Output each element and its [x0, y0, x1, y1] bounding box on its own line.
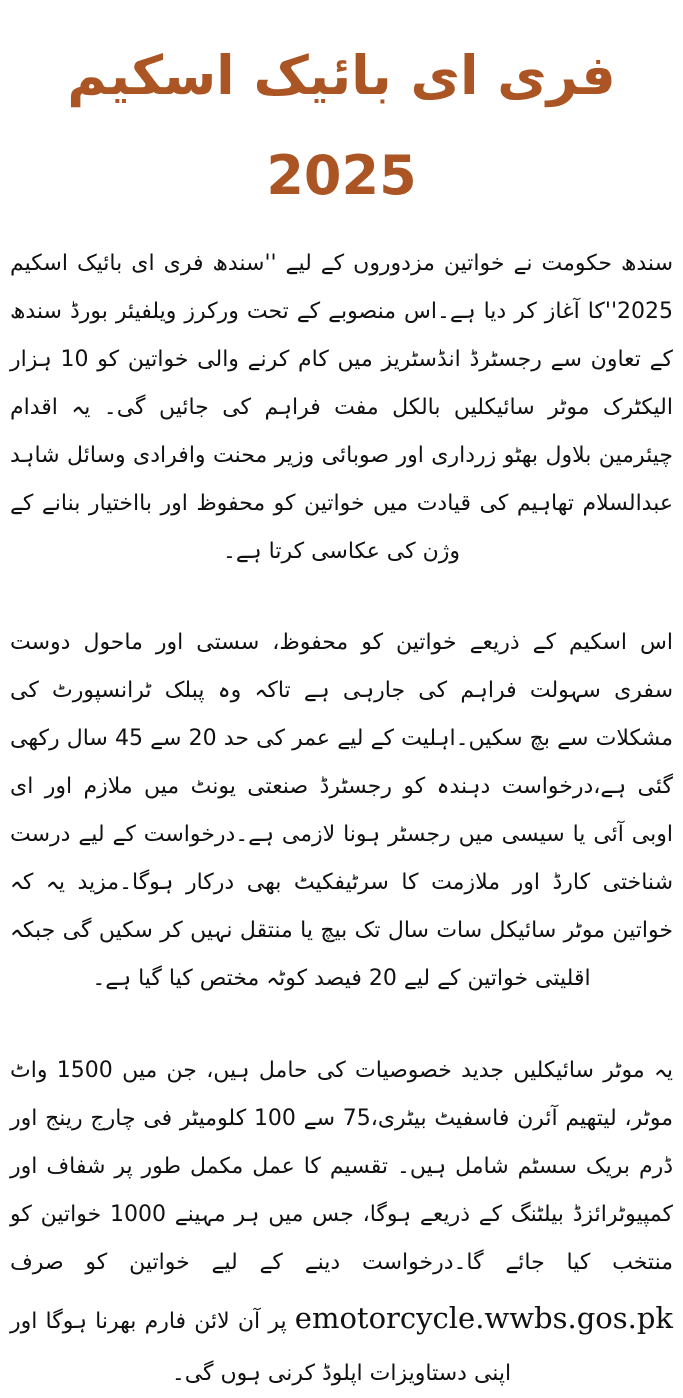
website-url: emotorcycle.wwbs.gos.pk — [294, 1300, 673, 1335]
page-title: فری ای بائیک اسکیم 2025 — [67, 44, 616, 207]
document-body — [0, 240, 683, 1398]
paragraph-intro: سندھ حکومت نے خواتین مزدوروں کے لیے ''سندھ فری ای بائیک اسکیم 2025''کا آغاز کر دیا ہے۔اس منصوبے کے تحت ورکرز ویلفیئر بورڈ سندھ کے تعاون سے رجسٹرڈ انڈسٹریز میں کام کرنے والی خواتین کو 10 ہزار الیکٹرک موٹر سائیکلیں بالکل مفت فراہم کی جائیں گی۔ یہ اقدام چیئرمین بلاول بھٹو زرداری اور صوبائی وزیر محنت وافرادی وسائل شاہد عبدالسلام تھاہیم کی قیادت میں خواتین کو محفوظ اور بااختیار بنانے کے وژن کی عکاسی کرتا ہے۔ — [10, 250, 674, 564]
paragraph-specs-text: یہ موٹر سائیکلیں جدید خصوصیات کی حامل ہیں، جن میں 1500 واٹ موٹر، لیتھیم آئرن فاسفیٹ بیٹری،75 سے 100 کلومیٹر فی چارج رینج اور ڈرم بریک سسٹم شامل ہیں۔ تقسیم کا عمل مکمل طور پر شفاف اور کمپیوٹرائزڈ بیلٹنگ کے ذریعے ہوگا، جس میں ہر مہینے 1000 خواتین کو منتخب کیا جائے گا۔درخواست دینے کے لیے خواتین کو صرف — [10, 1058, 673, 1275]
paragraph-eligibility: اس اسکیم کے ذریعے خواتین کو محفوظ، سستی اور ماحول دوست سفری سہولت فراہم کی جارہی ہے تاکہ وہ پبلک ٹرانسپورٹ کی مشکلات سے بچ سکیں۔اہلیت کے لیے عمر کی حد 20 سے 45 سال رکھی گئی ہے،درخواست دہندہ کو رجسٹرڈ صنعتی یونٹ میں ملازم اور ای اوبی آئی یا سیسی میں رجسٹر ہونا لازمی ہے۔درخواست کے لیے درست شناختی کارڈ اور ملازمت کا سرٹیفکیٹ بھی درکار ہوگا۔مزید یہ کہ خواتین موٹر سائیکل سات سال تک بیچ یا منتقل نہیں کر سکیں گی جبکہ اقلیتی خواتین کے لیے 20 فیصد کوٹہ مختص کیا گیا ہے۔ — [10, 630, 674, 992]
paragraph-specs-application — [10, 1047, 673, 1398]
paragraph-upload-text: پر آن لائن فارم بھرنا ہوگا اور اپنی دستاویزات اپلوڈ کرنی ہوں گی۔ — [10, 1308, 512, 1387]
document-page — [0, 26, 683, 1387]
